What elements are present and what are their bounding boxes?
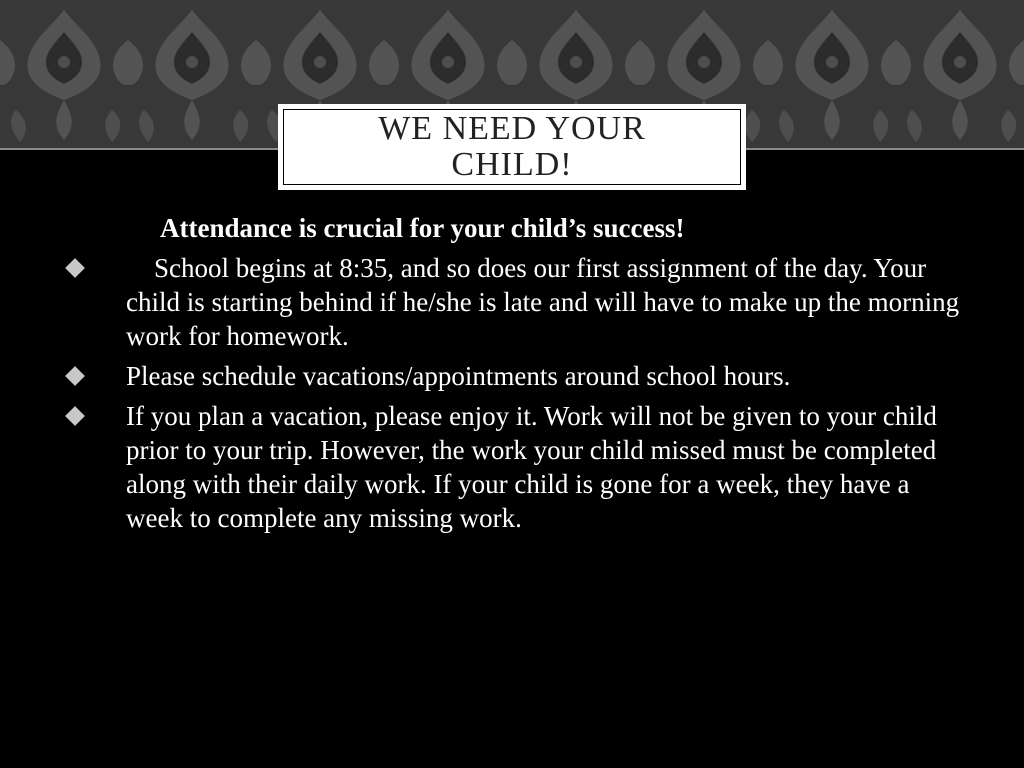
bullet-text: School begins at 8:35, and so does our first assignment of the day. Your child is starting behind if he/she is late and will have to make up the morning work for homework. xyxy=(126,253,960,351)
diamond-bullet-icon xyxy=(65,406,85,426)
slide-title: WE NEED YOUR CHILD! xyxy=(378,110,646,183)
list-item xyxy=(62,359,962,393)
bullet-text: Please schedule vacations/appointments around school hours. xyxy=(126,361,791,391)
title-box xyxy=(278,104,746,190)
bullet-text: If you plan a vacation, please enjoy it. Work will not be given to your child prior to your trip. However, the work your child missed must be completed along with their daily work. If your child is gone for a week, they have a week to complete any missing work. xyxy=(126,401,937,533)
bullet-list xyxy=(62,251,962,535)
list-item xyxy=(62,251,962,353)
diamond-bullet-icon xyxy=(65,258,85,278)
list-item xyxy=(62,399,962,535)
title-frame xyxy=(283,109,741,185)
diamond-bullet-icon xyxy=(65,366,85,386)
slide-content xyxy=(62,211,962,541)
slide-subtitle: Attendance is crucial for your child’s success! xyxy=(160,213,685,243)
